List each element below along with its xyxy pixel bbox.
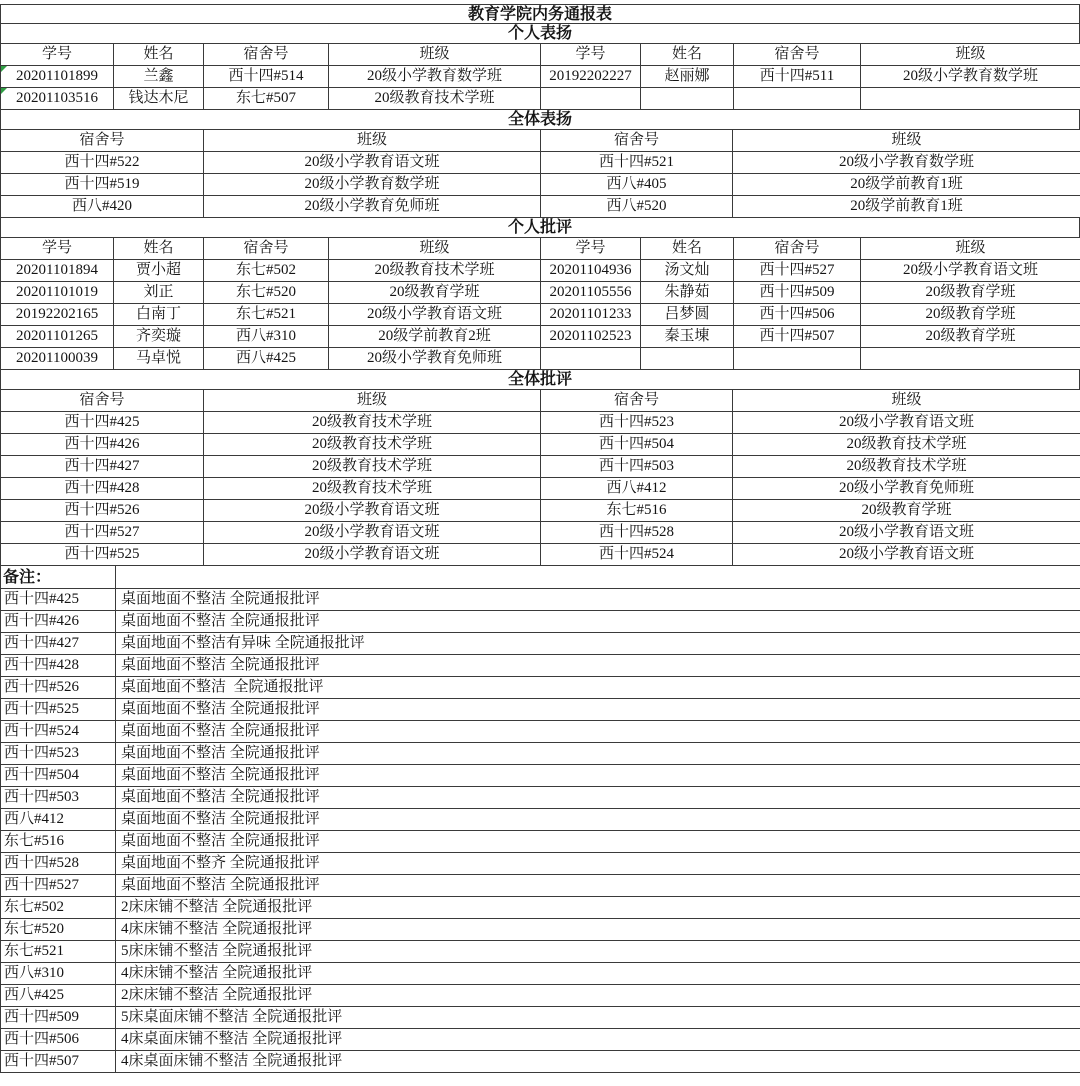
dorm-cell: 西十四#511 <box>734 66 861 88</box>
name-cell <box>641 88 734 110</box>
dorm-cell: 西十四#519 <box>1 174 204 196</box>
class-cell: 20级小学教育免师班 <box>733 478 1080 500</box>
name-cell: 朱静茹 <box>641 282 734 304</box>
class-cell: 20级小学教育语文班 <box>733 522 1080 544</box>
table-row <box>1 66 1080 88</box>
dorm-cell: 东七#502 <box>1 897 116 919</box>
remark-cell: 桌面地面不整洁 全院通报批评 <box>116 655 1080 677</box>
table-row <box>1 152 1080 174</box>
student-id-cell: 20201101019 <box>1 282 114 304</box>
name-cell: 赵丽娜 <box>641 66 734 88</box>
header-dorm: 宿舍号 <box>541 390 733 412</box>
remark-row <box>1 765 1080 787</box>
remark-cell: 4床床铺不整洁 全院通报批评 <box>116 963 1080 985</box>
header-dorm: 宿舍号 <box>734 238 861 260</box>
dorm-cell: 西十四#528 <box>541 522 733 544</box>
dorm-cell: 西十四#506 <box>734 304 861 326</box>
table-row <box>1 456 1080 478</box>
section-heading-personal-praise: 个人表扬 <box>0 23 1080 44</box>
personal-praise-table <box>0 43 1080 110</box>
cell-flag-icon <box>1 88 7 94</box>
report-sheet <box>0 4 1080 1073</box>
table-row <box>1 478 1080 500</box>
dorm-cell: 东七#516 <box>1 831 116 853</box>
remark-row <box>1 611 1080 633</box>
dorm-cell: 西十四#509 <box>734 282 861 304</box>
header-student-id: 学号 <box>541 238 641 260</box>
dorm-cell: 西八#420 <box>1 196 204 218</box>
table-row <box>1 304 1080 326</box>
class-cell <box>861 88 1080 110</box>
dorm-cell: 西十四#503 <box>1 787 116 809</box>
table-header-row <box>1 390 1080 412</box>
student-id-cell <box>541 348 641 370</box>
dorm-cell: 西十四#503 <box>541 456 733 478</box>
remarks-header-row <box>1 566 1080 589</box>
remark-cell: 桌面地面不整洁 全院通报批评 <box>116 699 1080 721</box>
class-cell: 20级教育技术学班 <box>204 434 541 456</box>
dorm-cell: 西十四#507 <box>734 326 861 348</box>
header-class: 班级 <box>204 130 541 152</box>
section-heading-group-praise: 全体表扬 <box>0 109 1080 130</box>
class-cell: 20级小学教育语文班 <box>733 544 1080 566</box>
remarks-table <box>0 565 1080 1073</box>
class-cell: 20级小学教育语文班 <box>204 152 541 174</box>
student-id: 20201103516 <box>16 90 98 106</box>
name-cell: 刘正 <box>114 282 204 304</box>
remark-cell: 桌面地面不整洁 全院通报批评 <box>116 765 1080 787</box>
dorm-cell: 西十四#527 <box>1 875 116 897</box>
class-cell: 20级小学教育语文班 <box>204 500 541 522</box>
table-row <box>1 434 1080 456</box>
class-cell: 20级教育学班 <box>861 304 1080 326</box>
table-row <box>1 326 1080 348</box>
student-id-cell: 20192202165 <box>1 304 114 326</box>
header-name: 姓名 <box>114 238 204 260</box>
table-row <box>1 500 1080 522</box>
class-cell: 20级教育技术学班 <box>204 478 541 500</box>
dorm-cell: 西十四#428 <box>1 478 204 500</box>
remark-cell: 4床桌面床铺不整洁 全院通报批评 <box>116 1029 1080 1051</box>
dorm-cell: 西十四#524 <box>541 544 733 566</box>
name-cell: 白南丁 <box>114 304 204 326</box>
remark-cell: 桌面地面不整洁 全院通报批评 <box>116 611 1080 633</box>
dorm-cell: 西八#425 <box>204 348 329 370</box>
name-cell: 马卓悦 <box>114 348 204 370</box>
name-cell: 吕梦圆 <box>641 304 734 326</box>
class-cell: 20级小学教育数学班 <box>329 66 541 88</box>
class-cell: 20级小学教育数学班 <box>204 174 541 196</box>
header-name: 姓名 <box>114 44 204 66</box>
remark-row <box>1 787 1080 809</box>
remark-row <box>1 831 1080 853</box>
remark-row <box>1 985 1080 1007</box>
dorm-cell: 西十四#427 <box>1 456 204 478</box>
dorm-cell: 西十四#522 <box>1 152 204 174</box>
remark-row <box>1 853 1080 875</box>
class-cell: 20级小学教育语文班 <box>204 544 541 566</box>
dorm-cell: 西八#310 <box>204 326 329 348</box>
student-id-cell: 20201101233 <box>541 304 641 326</box>
dorm-cell: 西十四#523 <box>1 743 116 765</box>
header-class: 班级 <box>733 130 1080 152</box>
dorm-cell: 西八#520 <box>541 196 733 218</box>
name-cell: 汤文灿 <box>641 260 734 282</box>
class-cell <box>861 348 1080 370</box>
dorm-cell <box>734 88 861 110</box>
dorm-cell: 西十四#506 <box>1 1029 116 1051</box>
remark-row <box>1 589 1080 611</box>
class-cell: 20级教育学班 <box>861 326 1080 348</box>
class-cell: 20级小学教育语文班 <box>861 260 1080 282</box>
class-cell: 20级教育技术学班 <box>204 412 541 434</box>
remark-row <box>1 941 1080 963</box>
cell-flag-icon <box>1 66 7 72</box>
name-cell <box>641 348 734 370</box>
dorm-cell: 西十四#425 <box>1 589 116 611</box>
table-header-row <box>1 130 1080 152</box>
class-cell: 20级教育学班 <box>733 500 1080 522</box>
remark-cell: 桌面地面不整齐 全院通报批评 <box>116 853 1080 875</box>
dorm-cell: 东七#507 <box>204 88 329 110</box>
table-row <box>1 282 1080 304</box>
class-cell: 20级小学教育免师班 <box>204 196 541 218</box>
table-row <box>1 522 1080 544</box>
student-id-cell: 20192202227 <box>541 66 641 88</box>
remark-cell: 桌面地面不整洁 全院通报批评 <box>116 875 1080 897</box>
class-cell: 20级教育学班 <box>861 282 1080 304</box>
dorm-cell: 西十四#527 <box>1 522 204 544</box>
remark-cell: 桌面地面不整洁 全院通报批评 <box>116 787 1080 809</box>
remark-row <box>1 699 1080 721</box>
student-id-cell: 20201102523 <box>541 326 641 348</box>
class-cell: 20级小学教育数学班 <box>861 66 1080 88</box>
page-title: 教育学院内务通报表 <box>0 4 1080 24</box>
dorm-cell: 西八#412 <box>1 809 116 831</box>
dorm-cell: 西十四#525 <box>1 699 116 721</box>
table-row <box>1 260 1080 282</box>
dorm-cell: 西十四#526 <box>1 677 116 699</box>
header-dorm: 宿舍号 <box>1 130 204 152</box>
dorm-cell: 西十四#425 <box>1 412 204 434</box>
dorm-cell: 东七#520 <box>204 282 329 304</box>
name-cell: 钱达木尼 <box>114 88 204 110</box>
class-cell: 20级小学教育语文班 <box>733 412 1080 434</box>
dorm-cell: 西十四#509 <box>1 1007 116 1029</box>
student-id-cell: 20201101894 <box>1 260 114 282</box>
class-cell: 20级教育技术学班 <box>329 260 541 282</box>
dorm-cell: 东七#502 <box>204 260 329 282</box>
header-name: 姓名 <box>641 238 734 260</box>
header-class: 班级 <box>733 390 1080 412</box>
remark-row <box>1 1029 1080 1051</box>
empty-cell <box>116 566 1080 589</box>
personal-criticism-table <box>0 237 1080 370</box>
header-dorm: 宿舍号 <box>1 390 204 412</box>
remark-row <box>1 677 1080 699</box>
remark-cell: 桌面地面不整洁 全院通报批评 <box>116 743 1080 765</box>
dorm-cell: 东七#520 <box>1 919 116 941</box>
student-id-cell <box>1 66 114 88</box>
dorm-cell: 西十四#527 <box>734 260 861 282</box>
remark-row <box>1 1007 1080 1029</box>
table-header-row <box>1 44 1080 66</box>
header-class: 班级 <box>861 44 1080 66</box>
name-cell: 兰鑫 <box>114 66 204 88</box>
section-heading-personal-criticism: 个人批评 <box>0 217 1080 238</box>
header-class: 班级 <box>204 390 541 412</box>
dorm-cell: 东七#521 <box>204 304 329 326</box>
dorm-cell: 东七#521 <box>1 941 116 963</box>
dorm-cell: 西十四#514 <box>204 66 329 88</box>
header-student-id: 学号 <box>1 44 114 66</box>
table-row <box>1 174 1080 196</box>
student-id-cell: 20201100039 <box>1 348 114 370</box>
name-cell: 秦玉埬 <box>641 326 734 348</box>
class-cell: 20级教育技术学班 <box>733 434 1080 456</box>
header-class: 班级 <box>861 238 1080 260</box>
remark-row <box>1 809 1080 831</box>
dorm-cell <box>734 348 861 370</box>
class-cell: 20级教育技术学班 <box>733 456 1080 478</box>
remark-row <box>1 919 1080 941</box>
header-name: 姓名 <box>641 44 734 66</box>
table-row <box>1 88 1080 110</box>
remark-cell: 5床桌面床铺不整洁 全院通报批评 <box>116 1007 1080 1029</box>
remark-cell: 桌面地面不整洁 全院通报批评 <box>116 677 1080 699</box>
remark-row <box>1 633 1080 655</box>
header-class: 班级 <box>329 44 541 66</box>
table-row <box>1 348 1080 370</box>
class-cell: 20级学前教育1班 <box>733 196 1080 218</box>
remark-row <box>1 743 1080 765</box>
remark-row <box>1 655 1080 677</box>
student-id-cell: 20201101265 <box>1 326 114 348</box>
table-row <box>1 196 1080 218</box>
dorm-cell: 西八#405 <box>541 174 733 196</box>
name-cell: 贾小超 <box>114 260 204 282</box>
remark-cell: 4床桌面床铺不整洁 全院通报批评 <box>116 1051 1080 1073</box>
dorm-cell: 西十四#525 <box>1 544 204 566</box>
remark-cell: 桌面地面不整洁 全院通报批评 <box>116 831 1080 853</box>
remarks-label: 备注： <box>1 566 116 589</box>
dorm-cell: 西八#412 <box>541 478 733 500</box>
student-id-cell: 20201104936 <box>541 260 641 282</box>
dorm-cell: 西十四#523 <box>541 412 733 434</box>
class-cell: 20级教育技术学班 <box>204 456 541 478</box>
remark-cell: 2床床铺不整洁 全院通报批评 <box>116 985 1080 1007</box>
class-cell: 20级教育学班 <box>329 282 541 304</box>
remark-cell: 桌面地面不整洁 全院通报批评 <box>116 809 1080 831</box>
student-id-cell <box>1 88 114 110</box>
dorm-cell: 西十四#428 <box>1 655 116 677</box>
class-cell: 20级学前教育2班 <box>329 326 541 348</box>
remark-cell: 2床床铺不整洁 全院通报批评 <box>116 897 1080 919</box>
header-class: 班级 <box>329 238 541 260</box>
remark-cell: 4床床铺不整洁 全院通报批评 <box>116 919 1080 941</box>
dorm-cell: 西十四#526 <box>1 500 204 522</box>
student-id: 20201101899 <box>16 68 98 84</box>
header-student-id: 学号 <box>541 44 641 66</box>
class-cell: 20级小学教育数学班 <box>733 152 1080 174</box>
remark-cell: 桌面地面不整洁 全院通报批评 <box>116 721 1080 743</box>
dorm-cell: 西十四#528 <box>1 853 116 875</box>
remark-cell: 桌面地面不整洁有异味 全院通报批评 <box>116 633 1080 655</box>
dorm-cell: 西十四#504 <box>541 434 733 456</box>
remark-row <box>1 1051 1080 1073</box>
dorm-cell: 西八#310 <box>1 963 116 985</box>
remark-row <box>1 897 1080 919</box>
remark-row <box>1 963 1080 985</box>
class-cell: 20级小学教育免师班 <box>329 348 541 370</box>
table-row <box>1 412 1080 434</box>
section-heading-group-criticism: 全体批评 <box>0 369 1080 390</box>
dorm-cell: 西十四#426 <box>1 434 204 456</box>
dorm-cell: 西十四#426 <box>1 611 116 633</box>
student-id-cell <box>541 88 641 110</box>
remark-cell: 5床床铺不整洁 全院通报批评 <box>116 941 1080 963</box>
header-dorm: 宿舍号 <box>204 44 329 66</box>
dorm-cell: 东七#516 <box>541 500 733 522</box>
header-student-id: 学号 <box>1 238 114 260</box>
header-dorm: 宿舍号 <box>204 238 329 260</box>
class-cell: 20级小学教育语文班 <box>204 522 541 544</box>
remark-row <box>1 721 1080 743</box>
header-dorm: 宿舍号 <box>734 44 861 66</box>
dorm-cell: 西八#425 <box>1 985 116 1007</box>
table-row <box>1 544 1080 566</box>
student-id-cell: 20201105556 <box>541 282 641 304</box>
name-cell: 齐奕璇 <box>114 326 204 348</box>
dorm-cell: 西十四#504 <box>1 765 116 787</box>
remark-cell: 桌面地面不整洁 全院通报批评 <box>116 589 1080 611</box>
table-header-row <box>1 238 1080 260</box>
group-criticism-table <box>0 389 1080 566</box>
dorm-cell: 西十四#521 <box>541 152 733 174</box>
group-praise-table <box>0 129 1080 218</box>
header-dorm: 宿舍号 <box>541 130 733 152</box>
dorm-cell: 西十四#507 <box>1 1051 116 1073</box>
class-cell: 20级教育技术学班 <box>329 88 541 110</box>
class-cell: 20级学前教育1班 <box>733 174 1080 196</box>
dorm-cell: 西十四#427 <box>1 633 116 655</box>
class-cell: 20级小学教育语文班 <box>329 304 541 326</box>
remark-row <box>1 875 1080 897</box>
dorm-cell: 西十四#524 <box>1 721 116 743</box>
